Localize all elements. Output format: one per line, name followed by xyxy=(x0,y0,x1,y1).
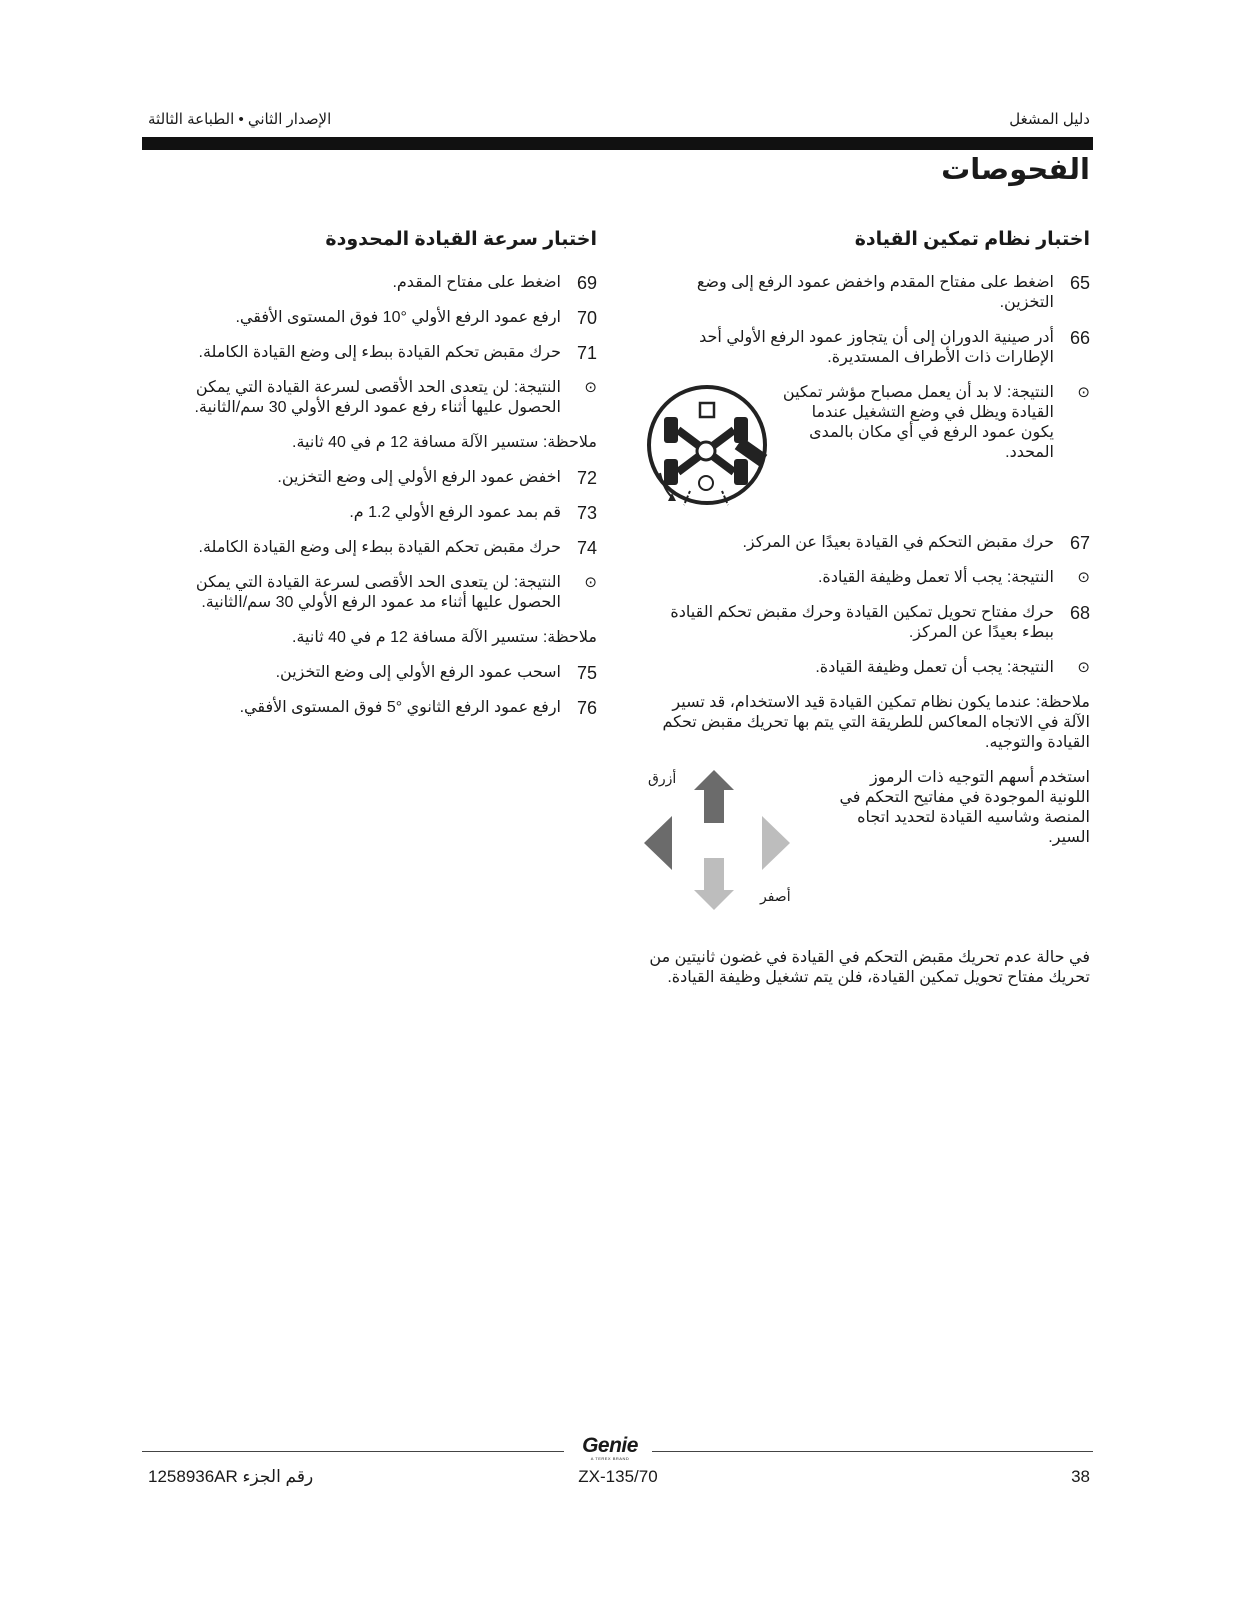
step-number: 70 xyxy=(576,308,597,328)
step-69 xyxy=(142,273,597,293)
logo-tagline: A TEREX BRAND xyxy=(590,1456,630,1461)
step-text: حرك مفتاح تحويل تمكين القيادة وحرك مقبض تحكم القيادة ببطء بعيدًا عن المركز. xyxy=(670,604,1054,641)
step-number: 68 xyxy=(1069,603,1090,623)
direction-arrows-figure xyxy=(642,768,802,918)
drive-enable-heading: اختبار نظام تمكين القيادة xyxy=(854,229,1090,250)
step-67 xyxy=(642,533,1090,553)
step-71 xyxy=(142,343,597,363)
step-text: اضغط على مفتاح المقدم واخفض عمود الرفع إلى وضع التخزين. xyxy=(696,274,1054,311)
result-text: النتيجة: يجب ألا تعمل وظيفة القيادة. xyxy=(817,569,1054,586)
step-72 xyxy=(142,468,597,488)
footer-page-number: 38 xyxy=(1071,1467,1090,1486)
step-text: اخفض عمود الرفع الأولي إلى وضع التخزين. xyxy=(277,469,561,486)
header-rule xyxy=(142,137,1093,150)
limited-speed-section xyxy=(142,228,597,733)
drive-enable-icon xyxy=(642,383,772,513)
step-73 xyxy=(142,503,597,523)
header-edition: الإصدار الثاني • الطباعة الثالثة xyxy=(148,111,332,128)
step-number: 75 xyxy=(576,663,597,683)
direction-arrows-block xyxy=(642,768,1090,918)
step-74 xyxy=(142,538,597,558)
step-65 xyxy=(642,273,1090,313)
page-title: الفحوصات xyxy=(941,154,1090,186)
logo-wordmark: Genie xyxy=(582,1434,638,1457)
result-icon: ⊙ xyxy=(1077,384,1090,401)
footer-rule-left xyxy=(142,1451,564,1452)
result-text: النتيجة: لن يتعدى الحد الأقصى لسرعة القيادة التي يمكن الحصول عليها أثناء رفع عمود الرفع الأولي 30 سم/الثانية. xyxy=(194,379,561,416)
result-74 xyxy=(142,573,597,613)
note-71: ملاحظة: ستسير الآلة مسافة 12 م في 40 ثانية. xyxy=(292,434,597,451)
yellow-arrow-label: أصفر xyxy=(760,888,791,904)
limited-speed-heading: اختبار سرعة القيادة المحدودة xyxy=(325,229,597,250)
step-68 xyxy=(642,603,1090,643)
step-number: 69 xyxy=(576,273,597,293)
step-text: اضغط على مفتاح المقدم. xyxy=(392,274,561,291)
step-text: اسحب عمود الرفع الأولي إلى وضع التخزين. xyxy=(275,664,561,681)
drive-enable-final-note: في حالة عدم تحريك مقبض التحكم في القيادة في غضون ثانيتين من تحريك مفتاح تحويل تمكين القيادة، فلن يتم تشغيل وظيفة القيادة. xyxy=(649,949,1090,986)
drive-enable-section xyxy=(642,228,1090,988)
step-number: 76 xyxy=(576,698,597,718)
step-text: حرك مقبض التحكم في القيادة بعيدًا عن المركز. xyxy=(742,534,1054,551)
step-number: 72 xyxy=(576,468,597,488)
result-68 xyxy=(642,658,1090,678)
step-66 xyxy=(642,328,1090,368)
result-text: النتيجة: لا بد أن يعمل مصباح مؤشر تمكين القيادة ويظل في وضع التشغيل عندما يكون عمود الرفع في أي مكان بالمدى المحدد. xyxy=(782,384,1054,461)
blue-arrow-label: أزرق xyxy=(648,770,677,786)
step-text: ارفع عمود الرفع الأولي °10 فوق المستوى الأفقي. xyxy=(235,309,561,326)
result-67 xyxy=(642,568,1090,588)
step-number: 74 xyxy=(576,538,597,558)
step-number: 67 xyxy=(1069,533,1090,553)
step-number: 71 xyxy=(576,343,597,363)
step-number: 65 xyxy=(1069,273,1090,293)
step-76 xyxy=(142,698,597,718)
step-text: أدر صينية الدوران إلى أن يتجاوز عمود الرفع الأولي أحد الإطارات ذات الأطراف المستديرة. xyxy=(699,329,1054,366)
footer-model: ZX-135/70 xyxy=(578,1467,658,1486)
step-number: 66 xyxy=(1069,328,1090,348)
drive-enable-note: ملاحظة: عندما يكون نظام تمكين القيادة قيد الاستخدام، قد تسير الآلة في الاتجاه المعاكس للطريقة التي يتم بها تحريك مقبض تحكم القيادة والتوجيه. xyxy=(662,694,1090,751)
header-manual-title: دليل المشغل xyxy=(1009,111,1090,128)
step-text: ارفع عمود الرفع الثانوي °5 فوق المستوى الأفقي. xyxy=(239,699,561,716)
result-icon: ⊙ xyxy=(1077,659,1090,676)
step-75 xyxy=(142,663,597,683)
step-text: حرك مقبض تحكم القيادة ببطء إلى وضع القيادة الكاملة. xyxy=(198,539,561,556)
result-text: النتيجة: لن يتعدى الحد الأقصى لسرعة القيادة التي يمكن الحصول عليها أثناء مد عمود الرفع الأولي 30 سم/الثانية. xyxy=(195,574,561,611)
genie-logo xyxy=(572,1434,648,1461)
footer-rule-right xyxy=(652,1451,1093,1452)
note-74: ملاحظة: ستسير الآلة مسافة 12 م في 40 ثانية. xyxy=(292,629,597,646)
direction-arrows-text: استخدم أسهم التوجيه ذات الرموز اللونية الموجودة في مفاتيح التحكم في المنصة وشاسيه القيادة لتحديد اتجاه السير. xyxy=(839,769,1090,846)
step-text: حرك مقبض تحكم القيادة ببطء إلى وضع القيادة الكاملة. xyxy=(198,344,561,361)
step-70 xyxy=(142,308,597,328)
footer-part-number: رقم الجزء 1258936AR xyxy=(148,1467,314,1486)
step-text: قم بمد عمود الرفع الأولي 1.2 م. xyxy=(349,504,561,521)
result-text: النتيجة: يجب أن تعمل وظيفة القيادة. xyxy=(815,659,1054,676)
result-71 xyxy=(142,378,597,418)
result-66 xyxy=(642,383,1090,513)
step-number: 73 xyxy=(576,503,597,523)
result-icon: ⊙ xyxy=(1077,569,1090,586)
result-icon: ⊙ xyxy=(584,379,597,396)
result-icon: ⊙ xyxy=(584,574,597,591)
